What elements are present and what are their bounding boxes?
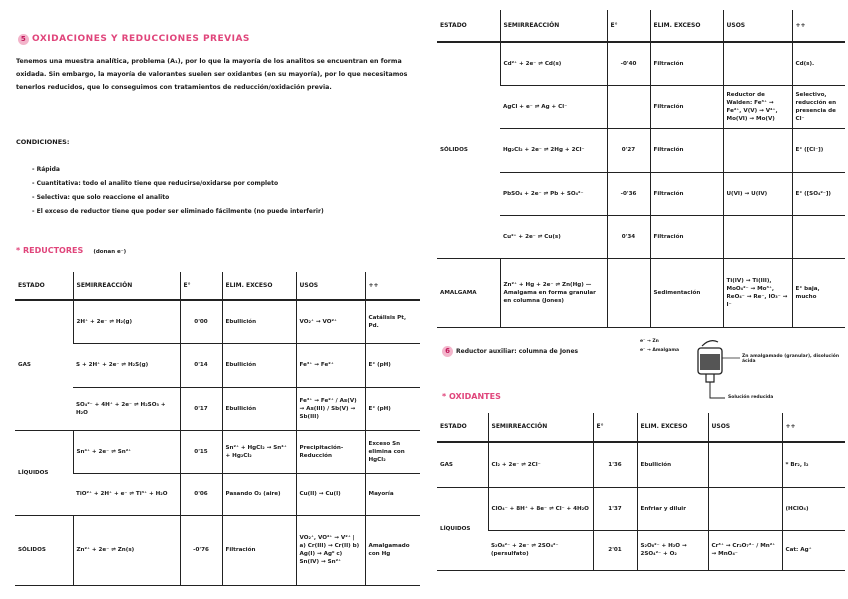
cell-notas: E° (pH)	[365, 387, 420, 430]
header-notas: ++	[365, 272, 420, 300]
cell-notas: E° (pH)	[365, 343, 420, 387]
cell-usos: VO₂⁺ → VO²⁺	[296, 300, 365, 343]
diagram-label: Zn amalgamado (granular), disolución ácida	[742, 354, 840, 364]
header-row	[437, 413, 845, 442]
cell-semirreaccion: Cl₂ + 2e⁻ ⇌ 2Cl⁻	[488, 442, 593, 487]
cell-notas: Cd(s).	[792, 42, 845, 85]
table-row	[15, 473, 420, 515]
cell-semirreaccion: S + 2H⁺ + 2e⁻ ⇌ H₂S(g)	[73, 343, 180, 387]
cell-semirreaccion: SO₄²⁻ + 4H⁺ + 2e⁻ ⇌ H₂SO₃ + H₂O	[73, 387, 180, 430]
cell-semirreaccion: 2H⁺ + 2e⁻ ⇌ H₂(g)	[73, 300, 180, 343]
cell-eliminacion-exceso: Sedimentación	[650, 258, 723, 327]
table-row	[15, 515, 420, 585]
table-row	[15, 343, 420, 387]
cell-semirreaccion: S₂O₈²⁻ + 2e⁻ ⇌ 2SO₄²⁻ (persulfato)	[488, 530, 593, 570]
header-notas: ++	[782, 413, 845, 442]
intro-paragraph: Tenemos una muestra analítica, problema (A₁), por lo que la mayoría de los analitos se encuentran en forma oxidada. Sin embargo, la mayoría de valorantes suelen ser oxidantes (en su mayoría), por lo que necesitamos tenerlos reducidos, que lo conseguimos con tratamientos de reducción/oxidación previa.	[16, 58, 408, 91]
cell-eliminacion-exceso: Filtración	[650, 128, 723, 172]
section-number: 6	[442, 346, 453, 357]
cell-eliminacion-exceso: Pasando O₂ (aire)	[222, 473, 296, 515]
cell-eliminacion-exceso: Ebullición	[222, 387, 296, 430]
oxidantes-heading: * OXIDANTES	[442, 392, 501, 401]
table-row	[437, 530, 845, 570]
table-row	[437, 42, 845, 85]
auxiliar-text: Reductor auxiliar: columna de Jones	[456, 348, 579, 355]
auxiliar-note	[442, 346, 578, 357]
header-usos: USOS	[296, 272, 365, 300]
condition-item: - Rápida	[32, 163, 324, 177]
reductores-heading	[16, 246, 126, 255]
cell-estado: SÓLIDOS	[437, 42, 500, 258]
cell-estado: GAS	[437, 442, 488, 487]
cell-semirreaccion: Zn²⁺ + Hg + 2e⁻ ⇌ Zn(Hg) — Amalgama en forma granular en columna (Jones)	[500, 258, 607, 327]
cell-usos	[723, 128, 792, 172]
conditions-heading: CONDICIONES:	[16, 138, 70, 146]
cell-potencial: 0'14	[180, 343, 222, 387]
cell-eliminacion-exceso: S₂O₈²⁻ + H₂O → 2SO₄²⁻ + O₂	[637, 530, 708, 570]
cell-eliminacion-exceso: Filtración	[650, 172, 723, 215]
diagram-label: e⁻ → Zn	[640, 339, 659, 344]
cell-usos: Cr³⁺ → Cr₂O₇²⁻ / Mn²⁺ → MnO₄⁻	[708, 530, 782, 570]
header-row	[437, 10, 845, 42]
reductores-note: (donan e⁻)	[93, 249, 127, 255]
diagram-label: e⁻ → Amalgama	[640, 348, 680, 353]
cell-potencial: 0'27	[607, 128, 650, 172]
cell-estado: SÓLIDOS	[15, 515, 73, 585]
cell-usos: U(VI) → U(IV)	[723, 172, 792, 215]
table-row	[15, 300, 420, 343]
cell-notas: Exceso Sn elimina con HgCl₂	[365, 430, 420, 473]
cell-eliminacion-exceso: Filtración	[650, 85, 723, 128]
cell-notas: Cat: Ag⁺	[782, 530, 845, 570]
cell-potencial: -0'36	[607, 172, 650, 215]
table-row	[437, 442, 845, 487]
cell-usos: Cu(II) → Cu(I)	[296, 473, 365, 515]
cell-notas: Selectivo, reducción en presencia de Cl⁻	[792, 85, 845, 128]
cell-notas: * Br₂, I₂	[782, 442, 845, 487]
condition-item: - Cuantitativa: todo el analito tiene que reducirse/oxidarse por completo	[32, 177, 324, 191]
condition-item: - El exceso de reductor tiene que poder ser eliminado fácilmente (no puede interferir)	[32, 205, 324, 219]
condition-item: - Selectiva: que solo reaccione el analito	[32, 191, 324, 205]
header-eliminacion-exceso: ELIM. EXCESO	[637, 413, 708, 442]
cell-usos: Ti(IV) → Ti(III), MoO₄²⁻ → Mo³⁺, ReO₄⁻ → Re⁻, IO₃⁻ → I⁻	[723, 258, 792, 327]
cell-estado: LÍQUIDOS	[437, 487, 488, 570]
cell-semirreaccion: Cd²⁺ + 2e⁻ ⇌ Cd(s)	[500, 42, 607, 85]
diagram-label: Solución reducida	[728, 395, 774, 400]
cell-eliminacion-exceso: Ebullición	[222, 300, 296, 343]
header-usos: USOS	[723, 10, 792, 42]
cell-potencial: 1'37	[593, 487, 637, 530]
header-estado: ESTADO	[437, 10, 500, 42]
cell-notas: E° baja, mucho	[792, 258, 845, 327]
cell-semirreaccion: Sn⁴⁺ + 2e⁻ ⇌ Sn²⁺	[73, 430, 180, 473]
cell-notas: Amalgamado con Hg	[365, 515, 420, 585]
cell-estado: GAS	[15, 300, 73, 430]
cell-usos	[723, 42, 792, 85]
cell-usos	[723, 215, 792, 258]
cell-potencial: 0'34	[607, 215, 650, 258]
reductores-table-right	[437, 10, 845, 328]
cell-usos: VO₂⁺, VO²⁺ → V²⁺ | a) Cr(III) → Cr(II) b) Ag(I) → Ag⁰ c) Sn(IV) → Sn²⁺	[296, 515, 365, 585]
header-eliminacion-exceso: ELIM. EXCESO	[222, 272, 296, 300]
conditions-list	[32, 163, 324, 219]
title-text: OXIDACIONES Y REDUCCIONES PREVIAS	[32, 34, 250, 44]
cell-potencial: 0'00	[180, 300, 222, 343]
table-row	[437, 487, 845, 530]
cell-eliminacion-exceso: Enfriar y diluir	[637, 487, 708, 530]
cell-eliminacion-exceso: Ebullición	[637, 442, 708, 487]
cell-semirreaccion: Hg₂Cl₂ + 2e⁻ ⇌ 2Hg + 2Cl⁻	[500, 128, 607, 172]
header-notas: ++	[792, 10, 845, 42]
header-eliminacion-exceso: ELIM. EXCESO	[650, 10, 723, 42]
cell-notas: Catálisis Pt, Pd.	[365, 300, 420, 343]
cell-notas: Mayoría	[365, 473, 420, 515]
cell-usos	[708, 487, 782, 530]
header-semirreaccion: SEMIRREACCIÓN	[500, 10, 607, 42]
cell-potencial: 0'15	[180, 430, 222, 473]
cell-usos: Fe³⁺ → Fe²⁺	[296, 343, 365, 387]
cell-eliminacion-exceso: Ebullición	[222, 343, 296, 387]
cell-semirreaccion: Zn²⁺ + 2e⁻ ⇌ Zn(s)	[73, 515, 180, 585]
cell-notas	[792, 215, 845, 258]
cell-eliminacion-exceso: Filtración	[650, 215, 723, 258]
header-semirreaccion: SEMIRREACCIÓN	[488, 413, 593, 442]
cell-usos: Fe³⁺ → Fe²⁺ / As(V) → As(III) / Sb(V) → Sb(III)	[296, 387, 365, 430]
header-semirreaccion: SEMIRREACCIÓN	[73, 272, 180, 300]
table-row	[437, 258, 845, 327]
cell-usos: Reductor de Walden: Fe³⁺ → Fe²⁺, V(V) → V⁴⁺, Mo(VI) → Mo(V)	[723, 85, 792, 128]
cell-potencial: 0'17	[180, 387, 222, 430]
cell-potencial: -0'76	[180, 515, 222, 585]
cell-eliminacion-exceso: Filtración	[650, 42, 723, 85]
header-potencial: E°	[593, 413, 637, 442]
cell-eliminacion-exceso: Sn²⁺ + HgCl₂ → Sn⁴⁺ + Hg₂Cl₂	[222, 430, 296, 473]
cell-semirreaccion: ClO₄⁻ + 8H⁺ + 8e⁻ ⇌ Cl⁻ + 4H₂O	[488, 487, 593, 530]
header-row	[15, 272, 420, 300]
header-potencial: E°	[180, 272, 222, 300]
header-usos: USOS	[708, 413, 782, 442]
cell-potencial	[607, 258, 650, 327]
cell-estado: LÍQUIDOS	[15, 430, 73, 515]
reductores-table-left	[15, 272, 420, 586]
cell-eliminacion-exceso: Filtración	[222, 515, 296, 585]
cell-semirreaccion: Cu²⁺ + 2e⁻ ⇌ Cu(s)	[500, 215, 607, 258]
cell-estado: AMALGAMA	[437, 258, 500, 327]
table-row	[15, 387, 420, 430]
cell-notas: E° ([Cl⁻])	[792, 128, 845, 172]
oxidantes-table	[437, 413, 845, 571]
cell-potencial: 2'01	[593, 530, 637, 570]
table-row	[15, 430, 420, 473]
header-estado: ESTADO	[437, 413, 488, 442]
cell-potencial	[607, 85, 650, 128]
cell-usos	[708, 442, 782, 487]
reductores-title: * REDUCTORES	[16, 246, 84, 255]
cell-semirreaccion: PbSO₄ + 2e⁻ ⇌ Pb + SO₄²⁻	[500, 172, 607, 215]
cell-potencial: 1'36	[593, 442, 637, 487]
cell-notas: E° ([SO₄²⁻])	[792, 172, 845, 215]
cell-potencial: -0'40	[607, 42, 650, 85]
page-title	[18, 34, 250, 45]
cell-notas: (HClO₄)	[782, 487, 845, 530]
section-number: 5	[18, 34, 29, 45]
cell-semirreaccion: AgCl + e⁻ ⇌ Ag + Cl⁻	[500, 85, 607, 128]
jones-column-diagram	[640, 336, 840, 406]
header-potencial: E°	[607, 10, 650, 42]
cell-semirreaccion: TiO²⁺ + 2H⁺ + e⁻ ⇌ Ti³⁺ + H₂O	[73, 473, 180, 515]
cell-usos: Precipitación-Reducción	[296, 430, 365, 473]
cell-potencial: 0'06	[180, 473, 222, 515]
header-estado: ESTADO	[15, 272, 73, 300]
